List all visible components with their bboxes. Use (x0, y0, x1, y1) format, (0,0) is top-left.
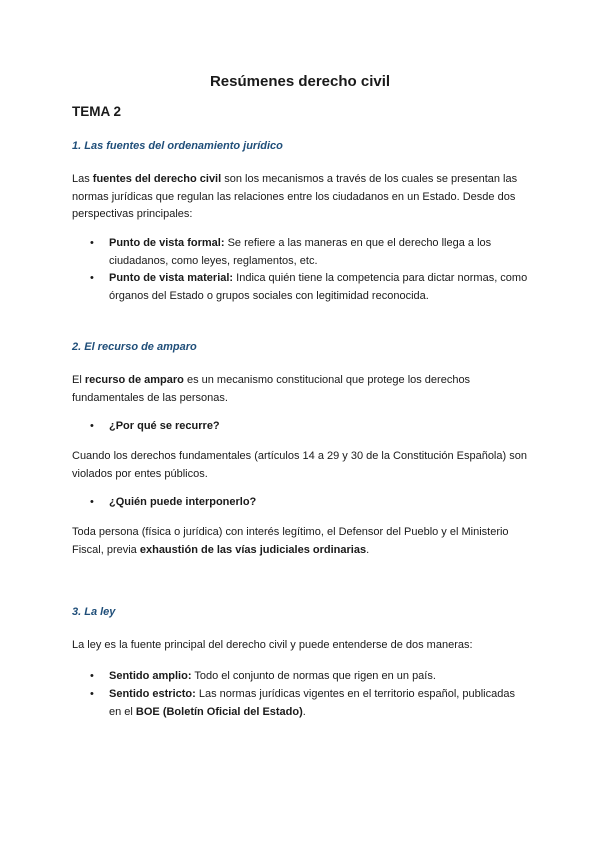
section-1-intro: Las fuentes del derecho civil son los mecanismos a través de los cuales se presentan las normas jurídicas que regulan las relaciones entre los ciudadanos en un Estado. Desde dos perspectivas principales: (72, 173, 518, 220)
section-2-heading: 2. El recurso de amparo (72, 341, 197, 353)
section-3-heading: 3. La ley (72, 606, 116, 618)
document-title: Resúmenes derecho civil (209, 73, 391, 90)
tema-heading: TEMA 2 (72, 104, 122, 119)
bullet-icon: • (90, 420, 94, 432)
section-2-intro: El recurso de amparo es un mecanismo constitucional que protege los derechos fundamentales de las personas. (72, 374, 471, 404)
question-who: ¿Quién puede interponerlo? (109, 496, 257, 508)
list-item-formal: Punto de vista formal: Se refiere a las maneras en que el derecho llega a los ciudadanos, como leyes, reglamentos, etc. (109, 237, 492, 267)
section-1-heading: 1. Las fuentes del ordenamiento jurídico (72, 140, 283, 152)
answer-who: Toda persona (física o jurídica) con interés legítimo, el Defensor del Pueblo y el Ministerio Fiscal, previa exhaustión de las vías judiciales ordinarias. (72, 526, 509, 556)
answer-why: Cuando los derechos fundamentales (artículos 14 a 29 y 30 de la Constitución Española) son violados por entes públicos. (72, 450, 527, 480)
list-item-amplio: Sentido amplio: Todo el conjunto de normas que rigen en un país. (109, 670, 436, 682)
bullet-icon: • (90, 496, 94, 508)
bullet-icon: • (90, 237, 94, 249)
question-why: ¿Por qué se recurre? (109, 420, 220, 432)
section-3-intro: La ley es la fuente principal del derecho civil y puede entenderse de dos maneras: (72, 639, 473, 651)
list-item-material: Punto de vista material: Indica quién tiene la competencia para dictar normas, como órganos del Estado o grupos sociales con legitimidad reconocida. (109, 272, 528, 302)
bullet-icon: • (90, 272, 94, 284)
bullet-icon: • (90, 670, 94, 682)
list-item-estricto: Sentido estricto: Las normas jurídicas vigentes en el territorio español, publicadas en el BOE (Boletín Oficial del Estado). (109, 688, 515, 718)
bullet-icon: • (90, 688, 94, 700)
